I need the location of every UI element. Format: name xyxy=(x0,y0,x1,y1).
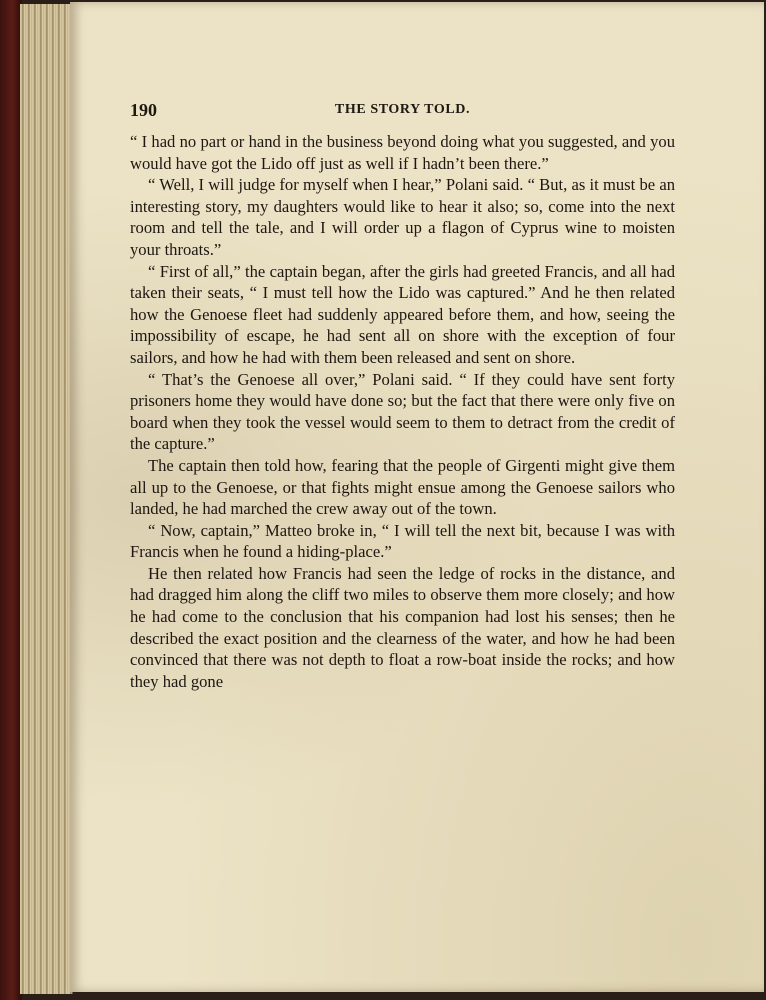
paragraph: The captain then told how, fearing that the people of Girgenti might give them all up to the Genoese, or that fights might ensue among the Genoese sailors who landed, he had marched the crew away out of the town. xyxy=(130,455,675,519)
paragraph: “ Well, I will judge for myself when I hear,” Polani said. “ But, as it must be an interesting story, my daughters would like to hear it also; so, come into the next room and tell the tale, and I will order up a flagon of Cyprus wine to moisten your throats.” xyxy=(130,175,675,259)
running-head xyxy=(130,100,675,126)
paragraph: “ I had no part or hand in the business beyond doing what you suggested, and you would have got the Lido off just as well if I hadn’t been there.” xyxy=(130,132,675,173)
running-title: THE STORY TOLD. xyxy=(334,102,471,117)
paragraph: “ First of all,” the captain began, after the girls had greeted Francis, and all had taken their seats, “ I must tell how the Lido was captured.” And he then related how the Genoese fleet had suddenly appeared before them, and how, seeing the impossibility of escape, he had sent all on shore with the exception of four sailors, and how he had with them been released and sent on shore. xyxy=(130,261,675,367)
body-text xyxy=(130,131,675,692)
paragraph: “ That’s the Genoese all over,” Polani said. “ If they could have sent forty prisoners home they would have done so; but the fact that there were only five on board when they took the vessel would seem to them to detract from the credit of the capture.” xyxy=(130,369,675,454)
page-number: 190 xyxy=(130,100,157,120)
book-cover-edge xyxy=(0,0,22,1000)
paragraph: “ Now, captain,” Matteo broke in, “ I will tell the next bit, because I was with Francis when he found a hiding-place.” xyxy=(130,520,675,562)
page-edges xyxy=(20,4,73,994)
paragraph: He then related how Francis had seen the ledge of rocks in the distance, and had dragged him along the cliff two miles to observe them more closely; and how he had come to the conclusion that his companion had lost his senses; then he described the exact position and the clearness of the water, and how he had been convinced that there was not depth to float a row-boat inside the rocks; and how they had gone xyxy=(130,563,675,691)
